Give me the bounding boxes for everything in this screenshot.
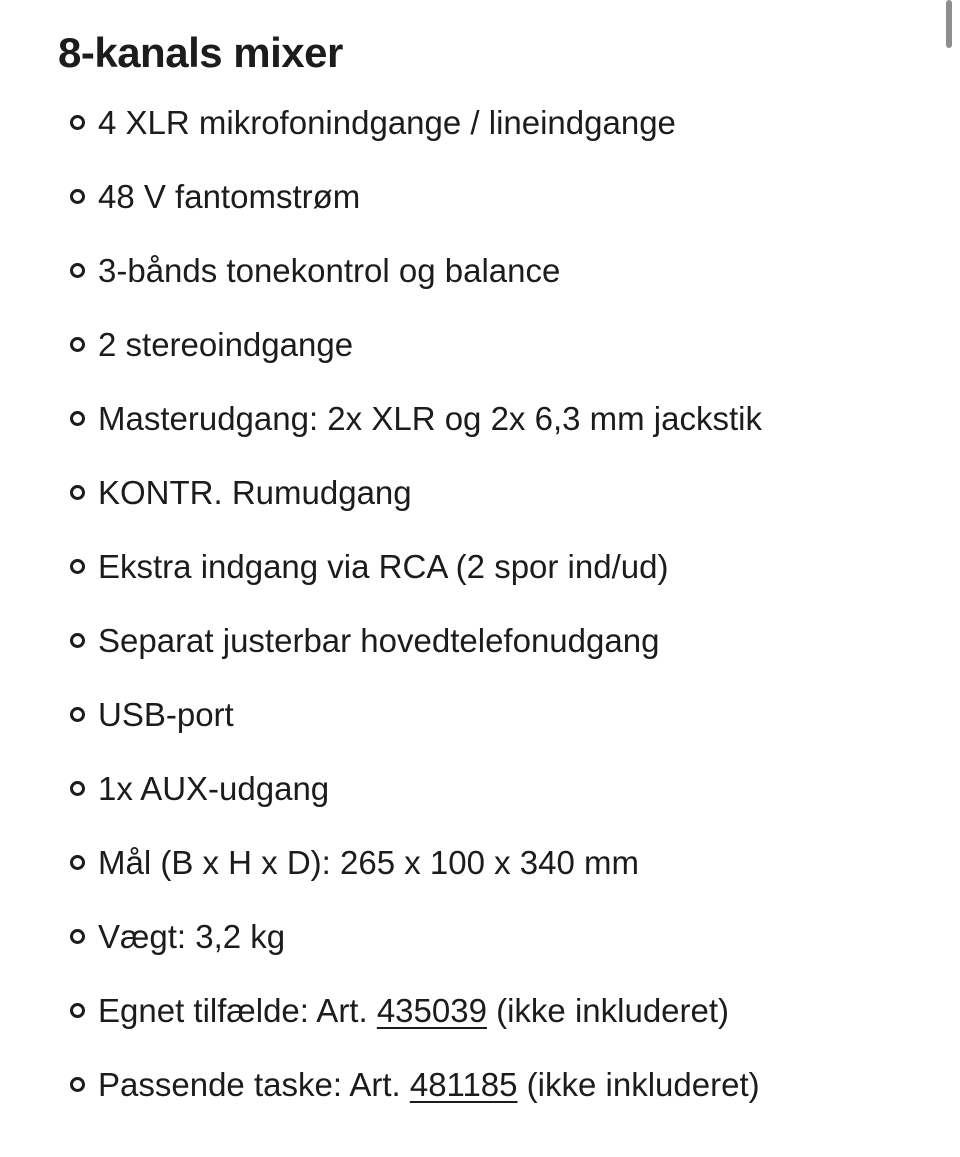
list-item [58, 464, 920, 538]
feature-list [58, 94, 920, 1130]
circle-bullet-icon [70, 1077, 85, 1092]
list-item [58, 1056, 920, 1130]
feature-text: 3-bånds tonekontrol og balance [98, 252, 561, 289]
circle-bullet-icon [70, 485, 85, 500]
feature-text-suffix: (ikke inkluderet) [517, 1066, 760, 1103]
product-specs [58, 24, 920, 1130]
list-item [58, 316, 920, 390]
circle-bullet-icon [70, 411, 85, 426]
feature-text: Masterudgang: 2x XLR og 2x 6,3 mm jackstik [98, 400, 762, 437]
feature-text: 48 V fantomstrøm [98, 178, 361, 215]
article-link-435039[interactable]: 435039 [376, 992, 487, 1029]
feature-text: Ekstra indgang via RCA (2 spor ind/ud) [98, 548, 669, 585]
circle-bullet-icon [70, 1003, 85, 1018]
circle-bullet-icon [70, 929, 85, 944]
article-link-481185[interactable]: 481185 [409, 1066, 518, 1103]
feature-text-prefix: Passende taske: Art. [98, 1066, 410, 1103]
feature-text: 2 stereoindgange [98, 326, 354, 363]
circle-bullet-icon [70, 633, 85, 648]
feature-text: 4 XLR mikrofonindgange / lineindgange [98, 104, 676, 141]
list-item [58, 686, 920, 760]
circle-bullet-icon [70, 115, 85, 130]
section-title: 8-kanals mixer [58, 29, 343, 76]
feature-text-prefix: Egnet tilfælde: Art. [98, 992, 377, 1029]
list-item [58, 908, 920, 982]
circle-bullet-icon [70, 337, 85, 352]
circle-bullet-icon [70, 781, 85, 796]
feature-text: Separat justerbar hovedtelefonudgang [98, 622, 660, 659]
scrollbar[interactable] [946, 0, 952, 48]
list-item [58, 834, 920, 908]
list-item [58, 168, 920, 242]
list-item [58, 94, 920, 168]
list-item [58, 982, 920, 1056]
feature-text: Mål (B x H x D): 265 x 100 x 340 mm [98, 844, 640, 881]
circle-bullet-icon [70, 263, 85, 278]
list-item [58, 760, 920, 834]
circle-bullet-icon [70, 559, 85, 574]
list-item [58, 612, 920, 686]
list-item [58, 242, 920, 316]
list-item [58, 390, 920, 464]
circle-bullet-icon [70, 855, 85, 870]
list-item [58, 538, 920, 612]
feature-text: USB-port [98, 696, 234, 733]
circle-bullet-icon [70, 189, 85, 204]
feature-text: 1x AUX-udgang [98, 770, 330, 807]
feature-text: Vægt: 3,2 kg [98, 918, 286, 955]
circle-bullet-icon [70, 707, 85, 722]
feature-text-suffix: (ikke inkluderet) [486, 992, 730, 1029]
feature-text: KONTR. Rumudgang [98, 474, 412, 511]
